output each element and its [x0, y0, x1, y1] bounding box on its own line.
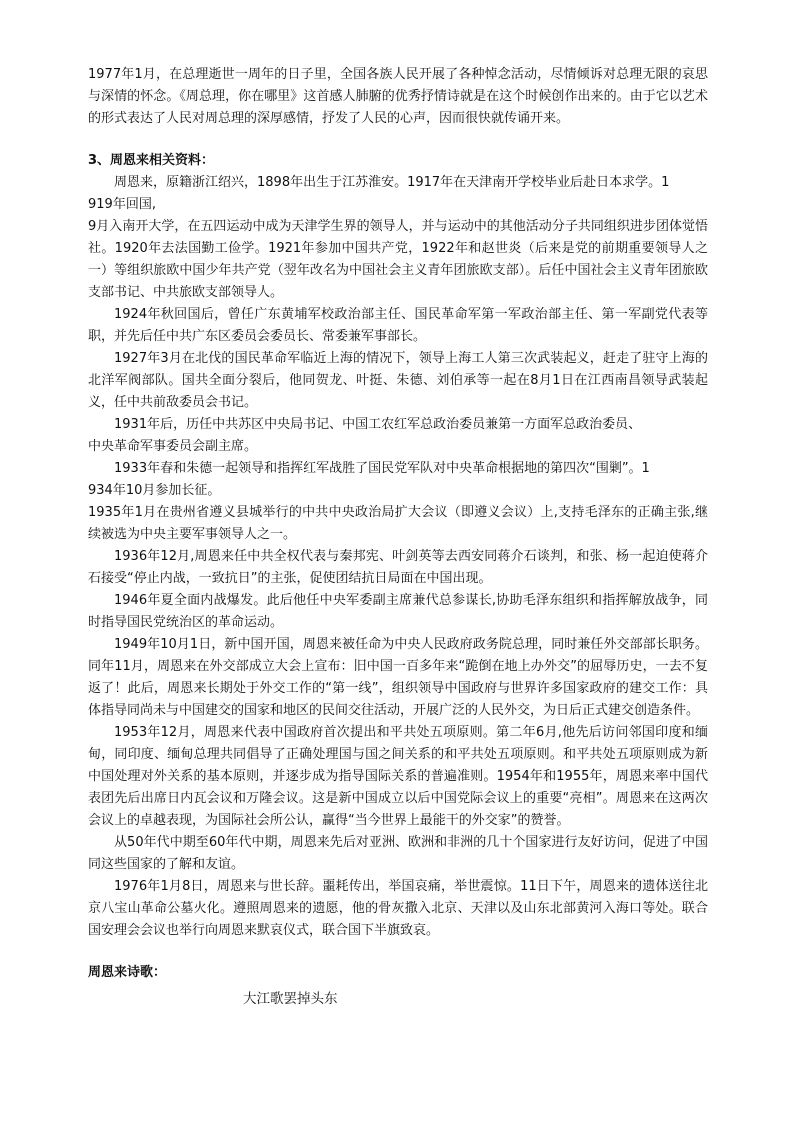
bio-paragraph: 1924年秋回国后，曾任广东黄埔军校政治部主任、国民革命军第一军政治部主任、第一军副党代表等职，并先后任中共广东区委员会委员长、常委兼军事部长。 [88, 307, 708, 344]
poem-title: 大江歌罢掉头东 [243, 991, 338, 1007]
section-heading: 3、周恩来相关资料： [88, 153, 215, 168]
bio-paragraph: 从50年代中期至60年代中期，周恩来先后对亚洲、欧洲和非洲的几十个国家进行友好访问，促进了中国同这些国家的了解和友谊。 [88, 835, 708, 872]
document-content [88, 64, 708, 1010]
bio-paragraph: 1946年夏全面内战爆发。此后他任中央军委副主席兼代总参谋长,协助毛泽东组织和指挥解放战争，同时指导国民党统治区的革命运动。 [88, 593, 708, 630]
spacer [88, 942, 708, 962]
bio-paragraph: 1949年10月1日，新中国开国，周恩来被任命为中央人民政府政务院总理，同时兼任外交部部长职务。同年11月，周恩来在外交部成立大会上宣布：旧中国一百多年来“跪倒在地上办外交”的屈辱历史，一去不复返了！此后，周恩来长期处于外交工作的“第一线”，组织领导中国政府与世界许多国家政府的建交工作：具体指导同尚未与中国建交的国家和地区的民间交往活动，开展广泛的人民外交，为日后正式建交创造条件。 [88, 637, 708, 718]
spacer [88, 130, 708, 150]
bio-paragraph: 1935年1月在贵州省遵义县城举行的中共中央政治局扩大会议（即遵义会议）上,支持毛泽东的正确主张,继续被选为中央主要军事领导人之一。 [88, 505, 708, 542]
bio-paragraph: 1953年12月，周恩来代表中国政府首次提出和平共处五项原则。第二年6月,他先后访问邻国印度和缅甸，同印度、缅甸总理共同倡导了正确处理国与国之间关系的和平共处五项原则。和平共处五项原则成为新中国处理对外关系的基本原则，并逐步成为指导国际关系的普遍准则。1954年和1955年，周恩来率中国代表团先后出席日内瓦会议和万隆会议。这是新中国成立以后中国党际会议上的重要“亮相”。周恩来在这两次会议上的卓越表现，为国际社会所公认，赢得“当今世界上最能干的外交家”的赞誉。 [88, 725, 708, 828]
bio-paragraph: 中央革命军事委员会副主席。 [88, 439, 258, 454]
bio-paragraph: 9月入南开大学，在五四运动中成为天津学生界的领导人，并与运动中的其他活动分子共同组织进步团体觉悟社。1920年去法国勤工俭学。1921年参加中国共产党，1922年和赵世炎（后来是党的前期重要领导人之一）等组织旅欧中国少年共产党（翌年改名为中国社会主义青年团旅欧支部）。后任中国社会主义青年团旅欧支部书记、中共旅欧支部领导人。 [88, 219, 708, 300]
bio-paragraph: 1931年后，历任中共苏区中央局书记、中国工农红军总政治委员兼第一方面军总政治委员、 [114, 417, 642, 432]
bio-paragraph: 1927年3月在北伐的国民革命军临近上海的情况下，领导上海工人第三次武装起义，赶走了驻守上海的北洋军阀部队。国共全面分裂后，他同贺龙、叶挺、朱德、刘伯承等一起在8月1日在江西南昌领导武装起义，任中共前敌委员会书记。 [88, 351, 708, 410]
poems-heading: 周恩来诗歌： [88, 965, 167, 980]
bio-paragraph: 919年回国, [88, 197, 156, 212]
biography-section [88, 172, 708, 942]
bio-paragraph: 1933年春和朱德一起领导和指挥红军战胜了国民党军队对中央革命根据地的第四次“围剿”。1 [114, 461, 650, 476]
bio-paragraph: 1976年1月8日，周恩来与世长辞。噩耗传出，举国哀痛，举世震惊。11日下午，周恩来的遗体送往北京八宝山革命公墓火化。遵照周恩来的遗愿，他的骨灰撒入北京、天津以及山东北部黄河入海口等处。联合国安理会会议也举行向周恩来默哀仪式，联合国下半旗致哀。 [88, 879, 708, 938]
bio-paragraph: 1936年12月,周恩来任中共全权代表与秦邦宪、叶剑英等去西安同蒋介石谈判，和张、杨一起迫使蒋介石接受“停止内战，一致抗日”的主张，促使团结抗日局面在中国出现。 [88, 549, 708, 586]
bio-paragraph: 周恩来，原籍浙江绍兴，1898年出生于江苏淮安。1917年在天津南开学校毕业后赴日本求学。1 [114, 175, 670, 190]
intro-paragraph: 1977年1月，在总理逝世一周年的日子里，全国各族人民开展了各种悼念活动，尽情倾诉对总理无限的哀思与深情的怀念。《周总理，你在哪里》这首感人肺腑的优秀抒情诗就是在这个时候创作出来的。由于它以艺术的形式表达了人民对周总理的深厚感情，抒发了人民的心声，因而很快就传诵开来。 [88, 67, 708, 126]
bio-paragraph: 934年10月参加长征。 [88, 483, 221, 498]
